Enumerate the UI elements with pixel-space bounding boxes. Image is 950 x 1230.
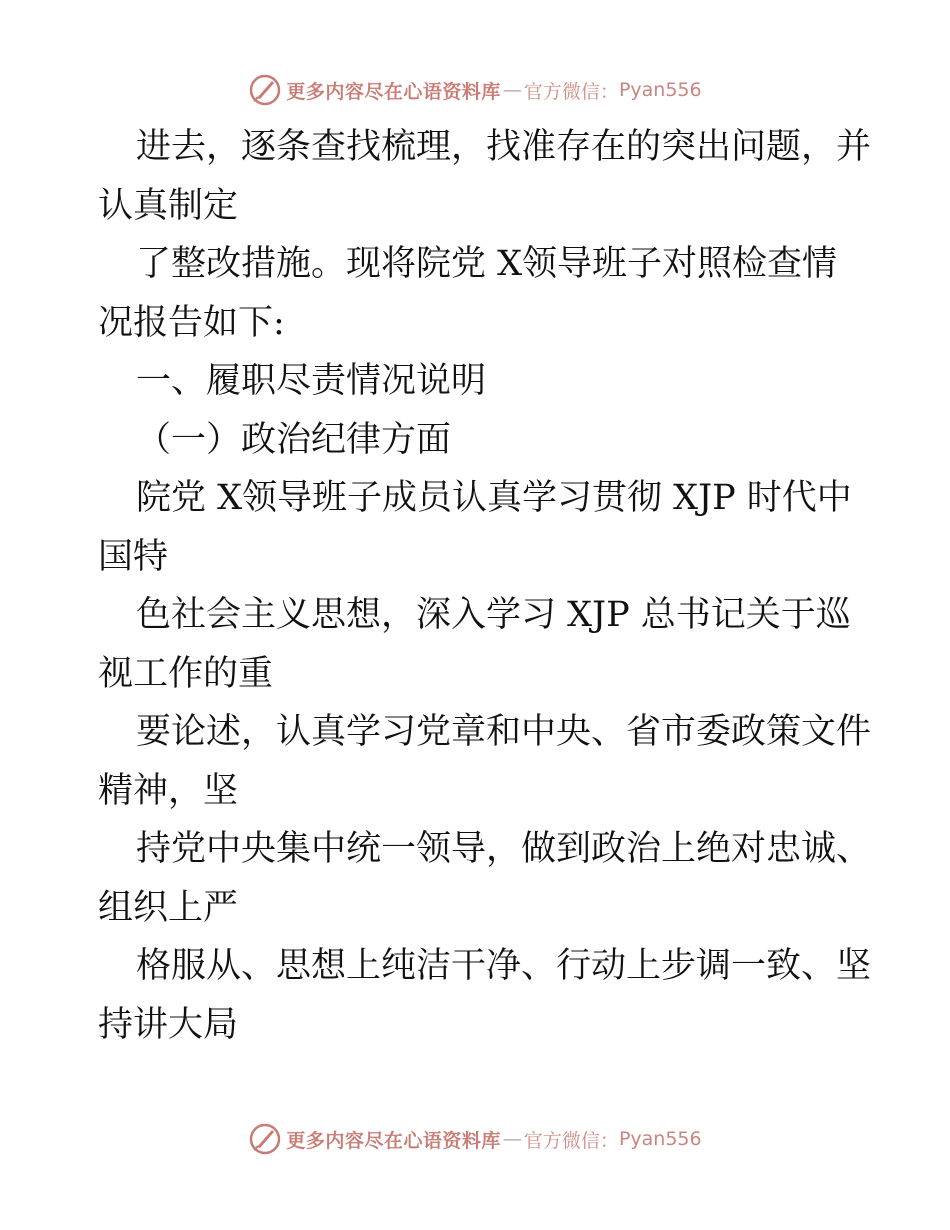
watermark-wechat-label: 官方微信： <box>523 1129 619 1152</box>
paragraph-line: 持党中央集中统一领导，做到政治上绝对忠诚、 <box>136 829 872 869</box>
document-body <box>98 118 872 1054</box>
paragraph-line: 认真制定 <box>98 185 239 226</box>
paragraph-line: 色社会主义思想，深入学习 XJP 总书记关于巡 <box>136 595 851 635</box>
paragraph-line: 持讲大局 <box>98 1004 239 1045</box>
footer-watermark <box>0 1121 950 1157</box>
paragraph-line: 要论述，认真学习党章和中央、省市委政策文件 <box>136 712 872 752</box>
watermark-wechat-id: Pyan556 <box>618 79 702 101</box>
paragraph-line: 况报告如下: <box>98 302 285 343</box>
paragraph-line: 进去，逐条查找梳理，找准存在的突出问题，并 <box>136 127 872 167</box>
watermark-text: 更多内容尽在心语资料库 <box>286 80 501 103</box>
header-watermark <box>0 72 950 108</box>
paragraph-line: 精神，坚 <box>98 770 239 811</box>
watermark-text: 更多内容尽在心语资料库 <box>286 1129 501 1152</box>
feather-pen-circle-icon <box>248 73 282 107</box>
feather-pen-circle-icon <box>248 1122 282 1156</box>
subsection-heading: （一）政治纪律方面 <box>136 419 452 460</box>
watermark-separator: — <box>502 1128 522 1150</box>
section-heading: 一、履职尽责情况说明 <box>136 361 487 401</box>
watermark-wechat-label: 官方微信： <box>523 80 619 103</box>
paragraph-line: 院党 X领导班子成员认真学习贯彻 XJP 时代中 <box>136 478 852 518</box>
paragraph-line: 了整改措施。现将院党 X领导班子对照检查情 <box>136 244 838 284</box>
paragraph-line: 组织上严 <box>98 887 239 928</box>
paragraph-line: 视工作的重 <box>98 653 274 694</box>
paragraph-line: 国特 <box>98 536 169 577</box>
paragraph-line: 格服从、思想上纯洁干净、行动上步调一致、坚 <box>136 946 872 986</box>
watermark-separator: — <box>502 79 522 101</box>
watermark-wechat-id: Pyan556 <box>618 1128 702 1150</box>
